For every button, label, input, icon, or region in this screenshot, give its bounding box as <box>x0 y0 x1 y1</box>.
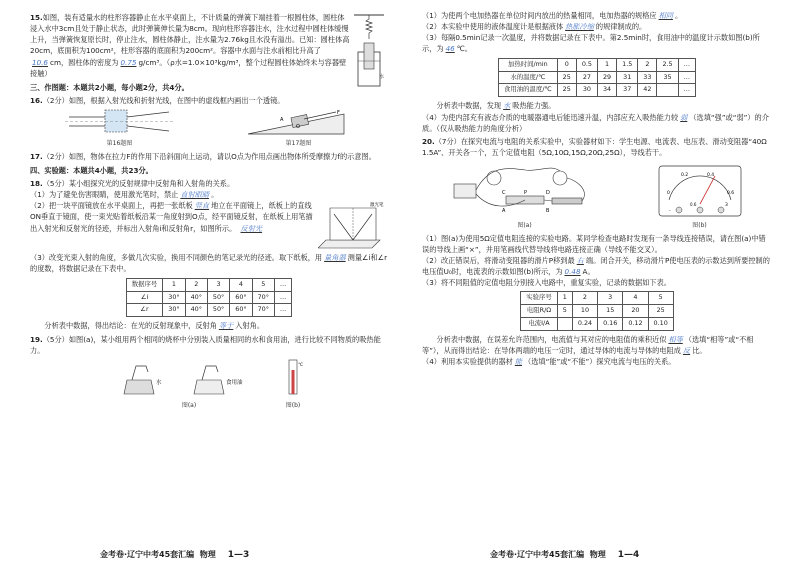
table-cell: 数据序号 <box>126 278 163 291</box>
table-cell: 40° <box>185 291 207 304</box>
answer-blank: 右 <box>576 255 584 265</box>
question-text: 比。 <box>692 346 707 356</box>
answer-blank: 弱 <box>680 112 688 122</box>
page-footer <box>490 549 639 563</box>
question-text: （选填“能”或“不能”）探究电流与电压的关系。 <box>524 357 676 367</box>
answer-blank: 水 <box>503 101 511 111</box>
question-text: g/cm³。（ρ水=1.0×10³kg/m³，整个过程圆柱体始终未与容器壁接触） <box>30 57 347 78</box>
table-cell: 30° <box>163 304 185 317</box>
question-16 <box>30 95 388 149</box>
point-label: O <box>295 124 300 131</box>
table-header-row <box>498 58 695 71</box>
table-cell: … <box>678 84 695 97</box>
table-cell: 27 <box>576 71 597 84</box>
table-cell: … <box>678 58 695 71</box>
table-cell: 70° <box>252 291 274 304</box>
table-cell: 1 <box>557 292 572 305</box>
question-17 <box>30 151 388 162</box>
table-cell <box>557 318 572 331</box>
question-text: 如图，装有适量水的柱形容器静止在水平桌面上，不计质量的弹簧下端挂着一根圆柱体，圆柱体浸入水中3cm且处于静止状态，此时弹簧伸长量为8cm。现向柱形容器注水，注水过程中圆柱体缓慢上升，当弹簧恢复原长时，停止注水，圆柱体静止，注水量为2.76kg且水没有溢出。已知：圆柱体高20cm，底面积为100cm²，柱形容器的底面积为200cm²。容器中水面与注水前相比升高了 <box>30 13 350 56</box>
question-number: 19. <box>30 334 43 344</box>
scale-tick: 0 <box>666 191 670 197</box>
table-cell: 实验序号 <box>521 292 558 305</box>
table-cell: 5 <box>252 278 274 291</box>
table-cell: … <box>678 71 695 84</box>
question-number: 17. <box>30 151 43 161</box>
figure-caption: 第16题图 <box>106 140 133 148</box>
table-cell: 1.5 <box>617 58 638 71</box>
question-text: （2分）如图，物体在拉力F的作用下沿斜面向上运动，请以O点为作用点画出物体所受摩擦力f的示意图。 <box>42 151 376 161</box>
answer-blank: 10.6 <box>32 57 49 67</box>
terminal-label: C <box>501 190 505 197</box>
table-row <box>521 305 674 318</box>
answer-blank: 46 <box>445 44 455 54</box>
data-table <box>126 278 293 318</box>
question-18 <box>30 178 388 332</box>
terminal-label: - <box>668 209 671 215</box>
question-text: ℃。 <box>456 44 472 54</box>
question-text: 的规律制成的。 <box>595 22 647 32</box>
question-text: 测量∠i和∠r的度数，将数据记录在下表中。 <box>30 253 388 274</box>
table-cell: 0.10 <box>648 318 673 331</box>
table-cell: 食用油的温度/℃ <box>498 84 557 97</box>
answer-blank: 等于 <box>218 321 234 331</box>
question-text: A。 <box>582 267 595 277</box>
table-row <box>521 318 674 331</box>
table-cell: ∠r <box>126 304 163 317</box>
laser-label: 激光笔 <box>370 203 384 209</box>
terminal-label: B <box>545 208 549 215</box>
question-text: 。 <box>211 190 219 200</box>
question-text: （2）把一块平面镜放在水平桌面上，再把一张纸板 <box>30 201 193 211</box>
table-cell: 2 <box>572 292 597 305</box>
table-cell: 25 <box>557 84 576 97</box>
table-cell: 33 <box>638 71 657 84</box>
table-cell: 水的温度/℃ <box>498 71 557 84</box>
question-text: （4）为使内部充有液态介质的电暖器通电后能迅速升温，内部应充入吸热能力较 <box>422 112 679 122</box>
table-cell: … <box>274 304 291 317</box>
figure-caption: 图(b) <box>285 402 301 410</box>
figure-caption: 第17题图 <box>285 140 312 148</box>
data-table <box>498 58 696 98</box>
table-cell: 0.16 <box>598 318 623 331</box>
incline-diagram <box>244 108 354 136</box>
table-cell: 5 <box>648 292 673 305</box>
answer-blank: 能 <box>514 357 523 367</box>
table-cell: 30° <box>163 291 185 304</box>
question-text: （2）本实验中使用的液体温度计是根据液体 <box>422 22 564 32</box>
footer-brand: 金考卷·辽宁中考45套汇编 <box>100 550 195 560</box>
force-label: F <box>336 110 340 117</box>
question-text: （选填“强”或“弱”）的介质。（仅从吸热能力的角度分析） <box>422 112 769 133</box>
question-text: （5分）如图(a)，某小组用两个相同的烧杯中分别装入质量相同的水和食用油，进行比较不同物质的吸热能力。 <box>30 334 381 355</box>
thermometer-figure <box>282 358 304 398</box>
page-footer <box>100 549 249 563</box>
question-19 <box>30 334 388 411</box>
table-cell: 20 <box>623 305 648 318</box>
table-cell: ∠i <box>126 291 163 304</box>
question-15 <box>30 12 388 79</box>
table-row <box>126 304 292 317</box>
table-row <box>498 84 695 97</box>
page-number: 1—4 <box>617 550 640 561</box>
question-text: 入射角。 <box>235 321 265 331</box>
answer-blank: 反 <box>682 346 691 356</box>
terminal-label: D <box>545 190 550 197</box>
table-cell: 50° <box>207 304 229 317</box>
table-cell: 电流I/A <box>521 318 558 331</box>
question-text: cm，圆柱体的密度为 <box>50 57 119 67</box>
table-cell: 1 <box>597 58 616 71</box>
table-cell: 0.5 <box>576 58 597 71</box>
ammeter-figure <box>655 164 745 218</box>
question-text: 地立在平面镜上，纸板上的直线ON垂直于镜面，使一束光贴着纸板沿某一角度射到O点，经平面镜反射，在纸板上用笔描出入射光和反射光的径迹，并标出入射角i和反射角r，如图所示。 <box>30 201 313 233</box>
table-cell: 31 <box>617 71 638 84</box>
answer-blank: 0.48 <box>564 267 581 277</box>
table-row <box>126 291 292 304</box>
table-cell: … <box>274 278 291 291</box>
question-text: （3）将不同阻值的定值电阻分别接入电路中，重复实验，记录的数据如下表。 <box>422 278 671 288</box>
figure-caption: 图(a) <box>181 402 197 410</box>
question-text: （2分）如图，根据入射光线和折射光线，在图中的虚线框内画出一个透镜。 <box>42 96 285 106</box>
table-cell: 42 <box>638 84 657 97</box>
question-text: （4）利用本实验提供的器材 <box>422 357 513 367</box>
question-text: （3）每隔0.5min记录一次温度，并将数据记录在下表中。第2.5min时，食用油中的温度计示数如图(b)所示，为 <box>422 33 760 54</box>
oil-label: 食用油 <box>226 379 243 386</box>
table-cell: 2 <box>185 278 207 291</box>
table-cell: 3 <box>207 278 229 291</box>
question-text: 分析表中数据，在误差允许范围内，电流值与其对应的电阻值的乘积近似 <box>436 335 667 345</box>
terminal-label: A <box>501 208 505 215</box>
section-title: 四、实验题：本题共4小题，共23分。 <box>30 165 153 175</box>
figure-16 <box>65 108 175 148</box>
answer-blank: 直射眼睛 <box>180 190 210 200</box>
scale-tick: 0.4 <box>706 173 714 179</box>
question-text: 端。闭合开关，移动滑片P使电压表的示数达到所要控制的电压值U₀时，电流表的示数如图(b)所示，为 <box>422 255 770 277</box>
table-cell: 35 <box>657 71 678 84</box>
footer-subject: 物理 <box>589 550 606 560</box>
question-text: 。 <box>674 11 683 20</box>
question-text: 分析表中数据，得出结论：在光的反射现象中，反射角 <box>44 321 217 331</box>
question-text: （选填“相等”或“不相等”），从而得出结论：在导体两端的电压一定时，通过导体的电流与导体的电阻成 <box>422 335 754 356</box>
point-label: A <box>279 117 283 124</box>
question-number: 15. <box>30 13 43 22</box>
table-cell: 电阻R/Ω <box>521 305 558 318</box>
container-figure <box>352 12 386 92</box>
answer-blank: 反射光 <box>240 223 263 233</box>
table-cell: 25 <box>557 71 576 84</box>
table-cell: 5 <box>557 305 572 318</box>
table-cell: 40° <box>185 304 207 317</box>
question-number: 18. <box>30 179 43 189</box>
question-text: （1）为使两个电加热器在单位时间内放出的热量相同，电加热器的规格应 <box>422 11 657 20</box>
table-cell: 0 <box>557 58 576 71</box>
terminal-label: 0.6 <box>689 202 696 208</box>
table-cell: 29 <box>597 71 616 84</box>
circuit-figure <box>450 160 600 218</box>
question-text: （1）为了避免伤害眼睛，使用激光笔时，禁止 <box>30 190 179 200</box>
question-number: 20. <box>422 136 435 146</box>
answer-blank: 热胀冷缩 <box>565 22 594 32</box>
table-cell: 10 <box>572 305 597 318</box>
table-row <box>498 71 695 84</box>
question-number: 16. <box>30 96 43 106</box>
terminal-label: 3 <box>724 203 728 209</box>
answer-blank: 量角器 <box>324 253 346 263</box>
figure-caption: 图(a) <box>517 222 532 230</box>
table-header-row <box>126 278 292 291</box>
data-table <box>520 291 674 331</box>
table-cell: 2.5 <box>657 58 678 71</box>
mirror-figure <box>318 200 388 252</box>
table-cell: 37 <box>617 84 638 97</box>
table-cell: 加热时间/min <box>498 58 557 71</box>
unit-label: ℃ <box>298 362 304 368</box>
figure-17 <box>244 108 354 148</box>
question-text: 吸热能力强。 <box>512 101 556 111</box>
right-page <box>400 0 800 569</box>
table-cell: 25 <box>648 305 673 318</box>
table-cell: 1 <box>163 278 185 291</box>
table-cell: 4 <box>623 292 648 305</box>
table-header-row <box>521 292 674 305</box>
question-text: （2）改正错误后，将滑动变阻器的滑片P移到最 <box>422 255 575 265</box>
scale-tick: 0.6 <box>726 191 734 197</box>
question-text: （3）改变光束入射的角度，多做几次实验，换用不同颜色的笔记录光的径迹。取下纸板，用 <box>30 253 323 263</box>
answer-blank: 相同 <box>658 11 673 20</box>
question-text: （7分）在探究电流与电阻的关系实验中，实验器材如下：学生电源、电流表、电压表、滑动变阻器“40Ω 1.5A”、开关各一个，五个定值电阻（5Ω,10Ω,15Ω,20Ω,25Ω），导线若干。 <box>422 136 767 158</box>
footer-brand: 金考卷·辽宁中考45套汇编 <box>490 550 585 560</box>
question-text: （1）图(a)为使用5Ω定值电阻连接的实验电路。某同学检查电路时发现有一条导线连接错误，请在图(a)中错误的导线上画“×”，并用笔画线代替导线将电路连接正确（导线不能交叉）。 <box>422 233 766 254</box>
water-label: 水 <box>156 379 162 386</box>
answer-blank: 竖直 <box>194 201 210 211</box>
table-cell: 15 <box>598 305 623 318</box>
table-cell: 34 <box>597 84 616 97</box>
scale-tick: 0.2 <box>680 173 688 179</box>
answer-blank: 相等 <box>668 335 683 345</box>
table-cell: … <box>274 291 291 304</box>
slider-label: P <box>523 190 527 197</box>
table-cell: 70° <box>252 304 274 317</box>
table-cell: 60° <box>230 304 252 317</box>
water-label: 水 <box>379 74 385 80</box>
answer-blank: 0.75 <box>120 57 137 67</box>
question-text: 分析表中数据，发现 <box>436 101 502 111</box>
table-cell: 60° <box>230 291 252 304</box>
footer-subject: 物理 <box>199 550 216 560</box>
table-cell: 0.12 <box>623 318 648 331</box>
table-cell: 4 <box>230 278 252 291</box>
table-cell: 30 <box>576 84 597 97</box>
lens-diagram <box>65 108 175 136</box>
table-cell <box>657 84 678 97</box>
table-cell: 2 <box>638 58 657 71</box>
question-text: （5分）某小组探究光的反射规律中反射角和入射角的关系。 <box>42 179 235 189</box>
section-title: 三、作图题：本题共2小题，每小题2分，共4分。 <box>30 82 189 92</box>
table-cell: 3 <box>598 292 623 305</box>
table-cell: 0.24 <box>572 318 597 331</box>
figure-caption: 图(b) <box>692 222 707 230</box>
question-20 <box>422 136 772 368</box>
heating-figure <box>114 360 264 398</box>
page-number: 1—3 <box>227 550 250 561</box>
table-cell: 50° <box>207 291 229 304</box>
